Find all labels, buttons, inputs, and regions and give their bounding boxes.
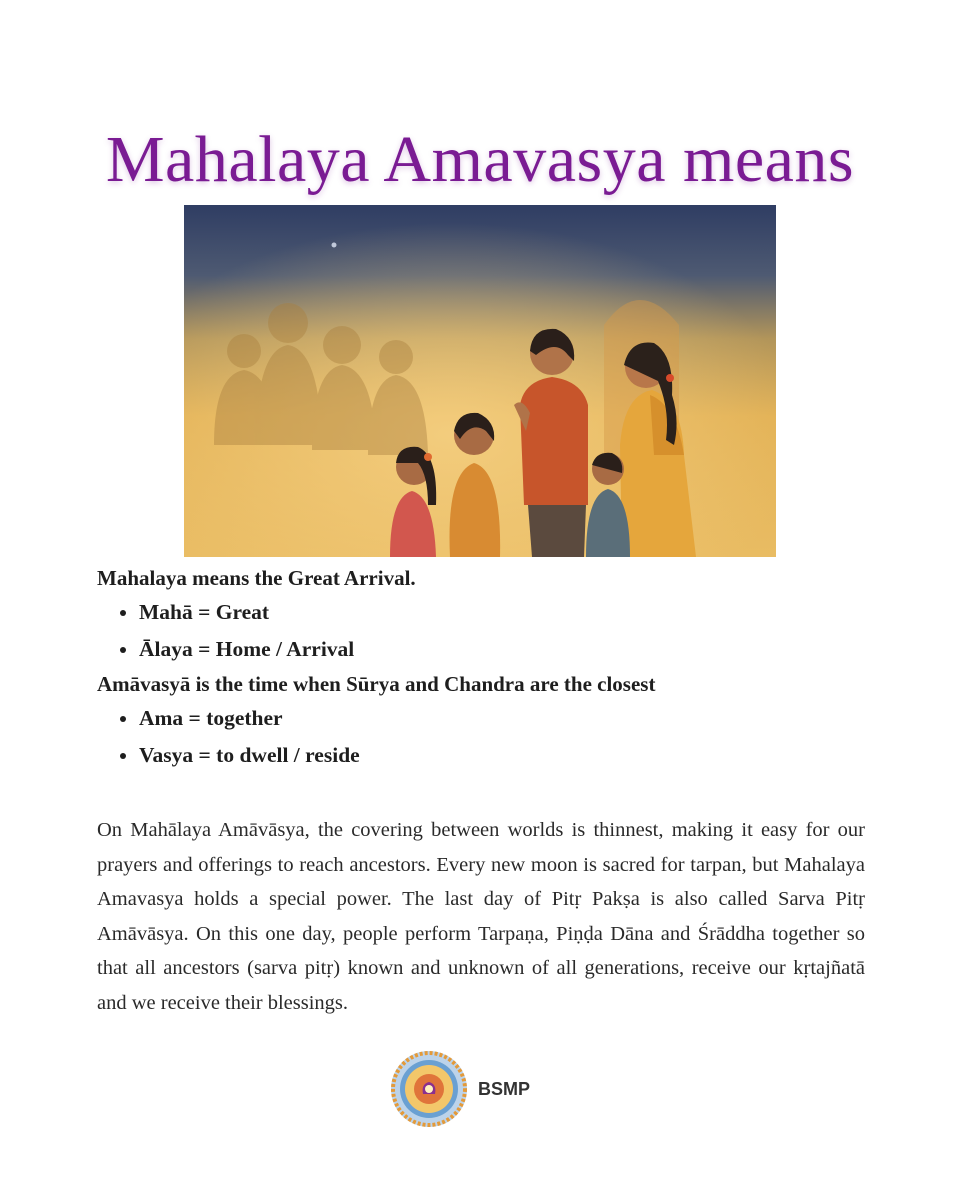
list-item: • Ama = together [139,700,867,737]
logo-label: BSMP [478,1079,531,1099]
mahalaya-heading: Mahalaya means the Great Arrival. [97,566,416,590]
page-title: Mahalaya Amavasya means [105,123,855,196]
mahalaya-list [97,594,867,668]
list-item: • Ālaya = Home / Arrival [139,631,867,668]
bsmp-logo-icon [390,1050,468,1128]
body-paragraph: On Mahālaya Amāvāsya, the covering between worlds is thinnest, making it easy for our prayers and offerings to reach ancestors. Every new moon is sacred for tarpan, but Mahalaya Amavasya holds a special power. The last day of Pitṛ Pakṣa is also called Sarva Pitṛ Amāvāsya. On this one day, people perform Tarpaṇa, Piṇḍa Dāna and Śrāddha together so that all ancestors (sarva pitṛ) known and unknown of all generations, receive our kṛtajñatā and we receive their blessings. [97,819,865,1014]
family-ancestors-illustration [184,205,776,557]
definitions-section [97,562,867,774]
list-item: • Vasya = to dwell / reside [139,737,867,774]
amavasya-heading: Amāvasyā is the time when Sūrya and Chandra are the closest [97,672,656,696]
list-item: • Mahā = Great [139,594,867,631]
amavasya-list [97,700,867,774]
